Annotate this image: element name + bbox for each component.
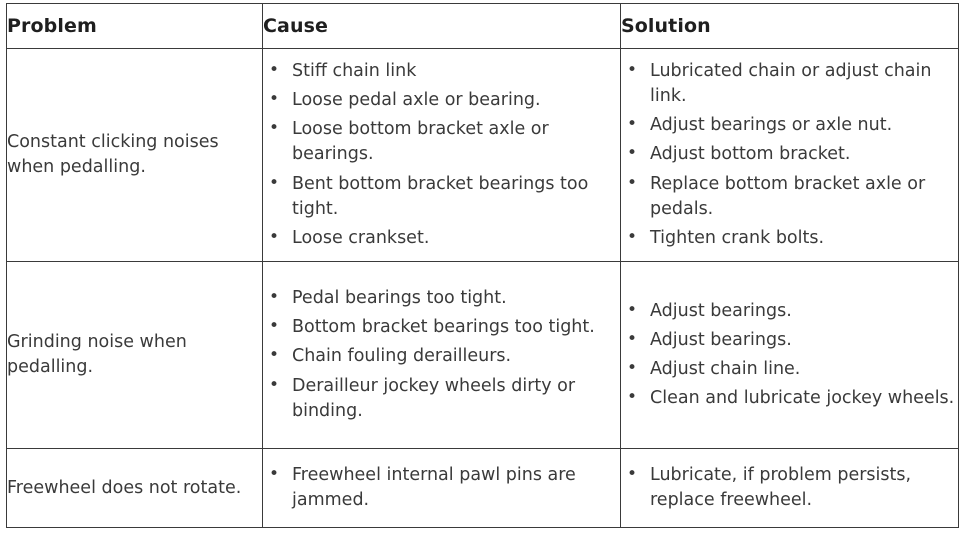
troubleshooting-table xyxy=(6,3,959,528)
cause-cell xyxy=(263,262,621,449)
list-item: • Loose bottom bracket axle or bearings. xyxy=(263,117,620,167)
list-item: • Adjust chain line. xyxy=(621,357,958,382)
list-item: • Bottom bracket bearings too tight. xyxy=(263,315,620,340)
list-item: • Tighten crank bolts. xyxy=(621,226,958,251)
solution-list xyxy=(621,299,958,412)
list-item: • Adjust bearings. xyxy=(621,299,958,324)
column-header-cause: Cause xyxy=(263,4,621,49)
list-item: • Replace bottom bracket axle or pedals. xyxy=(621,172,958,222)
cause-list xyxy=(263,286,620,424)
list-item: • Loose crankset. xyxy=(263,226,620,251)
cause-cell xyxy=(263,449,621,528)
list-item: • Pedal bearings too tight. xyxy=(263,286,620,311)
table-header-row xyxy=(7,4,959,49)
list-item: • Chain fouling derailleurs. xyxy=(263,344,620,369)
list-item: • Clean and lubricate jockey wheels. xyxy=(621,386,958,411)
solution-cell xyxy=(621,262,959,449)
list-item: • Derailleur jockey wheels dirty or binding. xyxy=(263,374,620,424)
column-header-problem: Problem xyxy=(7,4,263,49)
list-item: • Bent bottom bracket bearings too tight. xyxy=(263,172,620,222)
list-item: • Adjust bearings. xyxy=(621,328,958,353)
list-item: • Loose pedal axle or bearing. xyxy=(263,88,620,113)
list-item: • Stiff chain link xyxy=(263,59,620,84)
problem-cell: Freewheel does not rotate. xyxy=(7,449,263,528)
table-row xyxy=(7,262,959,449)
list-item: • Lubricated chain or adjust chain link. xyxy=(621,59,958,109)
list-item: • Adjust bearings or axle nut. xyxy=(621,113,958,138)
solution-list xyxy=(621,59,958,251)
table-header xyxy=(7,4,959,49)
solution-list xyxy=(621,463,958,513)
cause-list xyxy=(263,59,620,251)
solution-cell xyxy=(621,449,959,528)
list-item: • Adjust bottom bracket. xyxy=(621,142,958,167)
solution-cell xyxy=(621,49,959,262)
list-item: • Freewheel internal pawl pins are jammed. xyxy=(263,463,620,513)
cause-cell xyxy=(263,49,621,262)
table-row xyxy=(7,449,959,528)
list-item: • Lubricate, if problem persists, replace freewheel. xyxy=(621,463,958,513)
table-row xyxy=(7,49,959,262)
problem-cell: Grinding noise when pedalling. xyxy=(7,262,263,449)
column-header-solution: Solution xyxy=(621,4,959,49)
table-body xyxy=(7,49,959,528)
problem-cell: Constant clicking noises when pedalling. xyxy=(7,49,263,262)
cause-list xyxy=(263,463,620,513)
